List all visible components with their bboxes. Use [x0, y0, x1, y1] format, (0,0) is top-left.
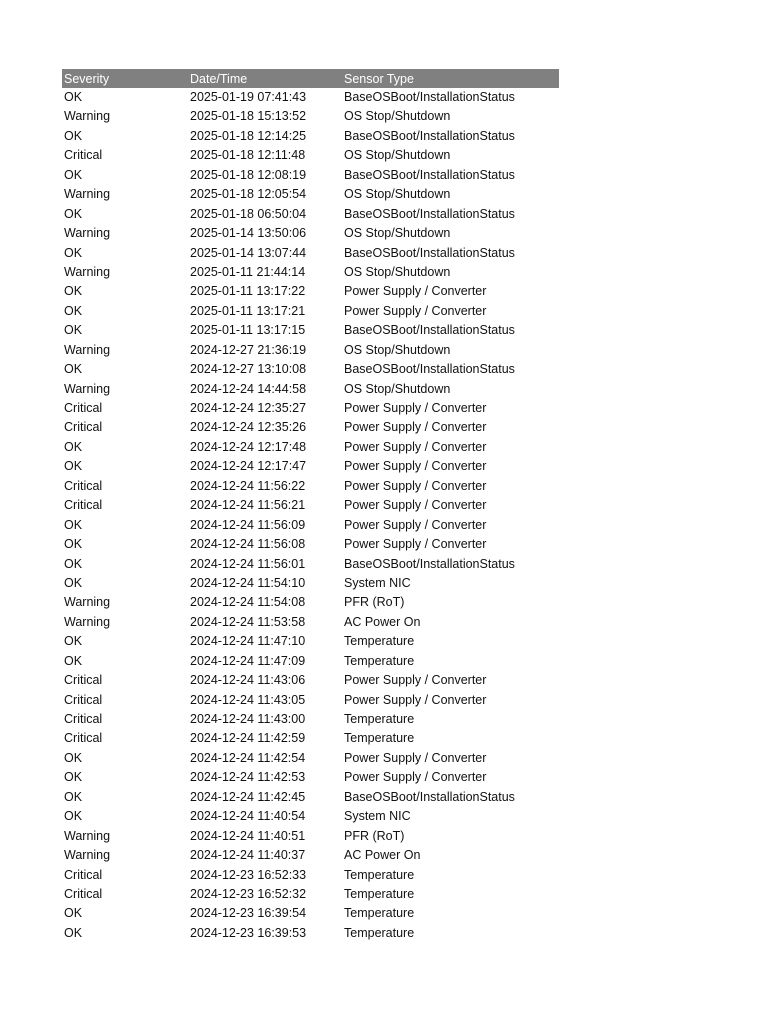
- table-row[interactable]: [62, 729, 559, 748]
- datetime-cell: 2024-12-24 11:42:54: [190, 750, 306, 765]
- table-row[interactable]: [62, 555, 559, 574]
- severity-cell: OK: [64, 537, 83, 552]
- datetime-cell: 2024-12-27 21:36:19: [190, 342, 307, 357]
- sensor-type-cell: OS Stop/Shutdown: [344, 109, 451, 124]
- datetime-cell: 2025-01-14 13:50:06: [190, 226, 307, 241]
- sensor-type-cell: PFR (RoT): [344, 828, 405, 843]
- sensor-type-cell: Power Supply / Converter: [344, 517, 487, 532]
- table-row[interactable]: [62, 477, 559, 496]
- severity-cell: OK: [64, 284, 83, 299]
- datetime-cell: 2025-01-18 12:05:54: [190, 187, 307, 202]
- table-row[interactable]: [62, 866, 559, 885]
- datetime-cell: 2024-12-24 12:35:26: [190, 420, 307, 435]
- severity-cell: OK: [64, 770, 83, 785]
- sensor-type-cell: BaseOSBoot/InstallationStatus: [344, 90, 515, 104]
- sensor-type-cell: OS Stop/Shutdown: [344, 342, 451, 357]
- table-row[interactable]: [62, 691, 559, 710]
- datetime-cell: 2025-01-11 21:44:14: [190, 264, 306, 279]
- severity-cell: Critical: [64, 148, 103, 163]
- datetime-cell: 2024-12-24 11:47:09: [190, 653, 306, 668]
- datetime-cell: 2024-12-24 12:17:47: [190, 459, 307, 474]
- severity-cell: Warning: [64, 109, 111, 124]
- datetime-cell: 2024-12-24 11:43:00: [190, 712, 306, 726]
- sensor-type-cell: Power Supply / Converter: [344, 420, 487, 435]
- datetime-cell: 2024-12-24 11:42:59: [190, 731, 306, 746]
- sensor-type-cell: Temperature: [344, 906, 415, 921]
- sensor-type-cell: Power Supply / Converter: [344, 770, 487, 785]
- severity-cell: OK: [64, 634, 83, 649]
- datetime-cell: 2024-12-23 16:52:32: [190, 886, 307, 901]
- severity-cell: Warning: [64, 381, 111, 396]
- sensor-type-cell: Power Supply / Converter: [344, 537, 487, 552]
- severity-cell: OK: [64, 303, 83, 318]
- severity-cell: Critical: [64, 478, 103, 493]
- sensor-type-cell: OS Stop/Shutdown: [344, 187, 451, 202]
- sensor-type-cell: BaseOSBoot/InstallationStatus: [344, 323, 515, 338]
- table-header-row: [62, 69, 559, 88]
- sensor-type-cell: BaseOSBoot/InstallationStatus: [344, 206, 515, 221]
- datetime-cell: 2024-12-23 16:52:33: [190, 867, 307, 882]
- table-row[interactable]: [62, 438, 559, 457]
- table-row[interactable]: [62, 88, 559, 107]
- table-row[interactable]: [62, 671, 559, 690]
- sensor-type-cell: System NIC: [344, 575, 411, 590]
- table-body: [62, 88, 559, 943]
- severity-cell: OK: [64, 245, 83, 260]
- severity-cell: OK: [64, 439, 83, 454]
- table-row[interactable]: [62, 904, 559, 923]
- sensor-type-cell: Power Supply / Converter: [344, 692, 487, 707]
- sensor-type-cell: OS Stop/Shutdown: [344, 148, 451, 163]
- sensor-type-cell: Power Supply / Converter: [344, 439, 487, 454]
- datetime-cell: 2024-12-24 11:47:10: [190, 634, 306, 649]
- severity-cell: Warning: [64, 342, 111, 357]
- table-row[interactable]: [62, 652, 559, 671]
- severity-cell: Warning: [64, 614, 111, 629]
- sensor-type-cell: BaseOSBoot/InstallationStatus: [344, 245, 515, 260]
- table-row[interactable]: [62, 282, 559, 301]
- datetime-cell: 2025-01-18 06:50:04: [190, 206, 307, 221]
- header-severity[interactable]: Severity: [64, 72, 110, 86]
- severity-cell: Critical: [64, 712, 103, 726]
- severity-cell: OK: [64, 90, 83, 104]
- severity-cell: OK: [64, 925, 83, 940]
- header-sensor-type[interactable]: Sensor Type: [344, 72, 414, 86]
- severity-cell: Warning: [64, 595, 111, 610]
- severity-cell: Critical: [64, 731, 103, 746]
- datetime-cell: 2025-01-18 12:11:48: [190, 148, 306, 163]
- sensor-type-cell: OS Stop/Shutdown: [344, 264, 451, 279]
- datetime-cell: 2025-01-11 13:17:21: [190, 303, 306, 318]
- sensor-type-cell: Power Supply / Converter: [344, 459, 487, 474]
- sensor-type-cell: OS Stop/Shutdown: [344, 381, 451, 396]
- datetime-cell: 2024-12-24 11:43:06: [190, 673, 306, 688]
- severity-cell: Warning: [64, 187, 111, 202]
- sensor-type-cell: Temperature: [344, 653, 415, 668]
- datetime-cell: 2024-12-24 11:56:01: [190, 556, 306, 571]
- severity-cell: Warning: [64, 264, 111, 279]
- datetime-cell: 2024-12-24 11:53:58: [190, 614, 306, 629]
- table-row[interactable]: [62, 535, 559, 554]
- table-row[interactable]: [62, 127, 559, 146]
- sensor-type-cell: AC Power On: [344, 848, 421, 863]
- datetime-cell: 2024-12-24 11:54:10: [190, 575, 306, 590]
- sensor-type-cell: Temperature: [344, 634, 415, 649]
- table-row[interactable]: [62, 107, 559, 126]
- table-row[interactable]: [62, 205, 559, 224]
- datetime-cell: 2024-12-24 11:56:08: [190, 537, 306, 552]
- table-row[interactable]: [62, 302, 559, 321]
- datetime-cell: 2024-12-24 11:40:37: [190, 848, 306, 863]
- sensor-type-cell: Temperature: [344, 925, 415, 940]
- datetime-cell: 2025-01-11 13:17:15: [190, 323, 306, 338]
- sensor-type-cell: BaseOSBoot/InstallationStatus: [344, 167, 515, 182]
- severity-cell: Warning: [64, 848, 111, 863]
- severity-cell: Critical: [64, 401, 103, 415]
- severity-cell: OK: [64, 323, 83, 338]
- severity-cell: OK: [64, 809, 83, 824]
- severity-cell: Warning: [64, 828, 111, 843]
- datetime-cell: 2024-12-24 12:35:27: [190, 401, 307, 415]
- event-log-table: [62, 69, 559, 943]
- table-row[interactable]: [62, 263, 559, 282]
- datetime-cell: 2025-01-18 15:13:52: [190, 109, 307, 124]
- datetime-cell: 2025-01-14 13:07:44: [190, 245, 307, 260]
- sensor-type-cell: Temperature: [344, 886, 415, 901]
- severity-cell: Warning: [64, 226, 111, 241]
- sensor-type-cell: BaseOSBoot/InstallationStatus: [344, 362, 515, 377]
- table-row[interactable]: [62, 593, 559, 612]
- severity-cell: OK: [64, 653, 83, 668]
- severity-cell: OK: [64, 206, 83, 221]
- severity-cell: OK: [64, 167, 83, 182]
- sensor-type-cell: Temperature: [344, 867, 415, 882]
- table-row[interactable]: [62, 574, 559, 593]
- sensor-type-cell: BaseOSBoot/InstallationStatus: [344, 128, 515, 143]
- severity-cell: OK: [64, 906, 83, 921]
- datetime-cell: 2024-12-24 14:44:58: [190, 381, 307, 396]
- table-row[interactable]: [62, 418, 559, 437]
- sensor-type-cell: Power Supply / Converter: [344, 673, 487, 688]
- sensor-type-cell: System NIC: [344, 809, 411, 824]
- datetime-cell: 2024-12-27 13:10:08: [190, 362, 307, 377]
- table-row[interactable]: [62, 807, 559, 826]
- table-row[interactable]: [62, 632, 559, 651]
- sensor-type-cell: PFR (RoT): [344, 595, 405, 610]
- table-row[interactable]: [62, 360, 559, 379]
- sensor-type-cell: Power Supply / Converter: [344, 750, 487, 765]
- table-row[interactable]: [62, 924, 559, 943]
- severity-cell: Critical: [64, 692, 103, 707]
- table-row[interactable]: [62, 749, 559, 768]
- severity-cell: OK: [64, 362, 83, 377]
- datetime-cell: 2025-01-19 07:41:43: [190, 90, 307, 104]
- severity-cell: OK: [64, 517, 83, 532]
- datetime-cell: 2024-12-24 11:43:05: [190, 692, 306, 707]
- sensor-type-cell: Power Supply / Converter: [344, 401, 487, 415]
- table-row[interactable]: [62, 885, 559, 904]
- table-row[interactable]: [62, 768, 559, 787]
- sensor-type-cell: AC Power On: [344, 614, 421, 629]
- table-row[interactable]: [62, 380, 559, 399]
- severity-cell: Critical: [64, 867, 103, 882]
- severity-cell: Critical: [64, 498, 103, 513]
- table-row[interactable]: [62, 341, 559, 360]
- table-row[interactable]: [62, 846, 559, 865]
- datetime-cell: 2024-12-24 12:17:48: [190, 439, 307, 454]
- sensor-type-cell: BaseOSBoot/InstallationStatus: [344, 789, 515, 804]
- table-row[interactable]: [62, 516, 559, 535]
- sensor-type-cell: Power Supply / Converter: [344, 284, 487, 299]
- severity-cell: Critical: [64, 886, 103, 901]
- table-row[interactable]: [62, 244, 559, 263]
- datetime-cell: 2024-12-24 11:42:45: [190, 789, 306, 804]
- table-row[interactable]: [62, 788, 559, 807]
- sensor-type-cell: Power Supply / Converter: [344, 478, 487, 493]
- table-row[interactable]: [62, 224, 559, 243]
- sensor-type-cell: Power Supply / Converter: [344, 498, 487, 513]
- table-row[interactable]: [62, 496, 559, 515]
- table-row[interactable]: [62, 613, 559, 632]
- header-datetime[interactable]: Date/Time: [190, 72, 248, 86]
- table-row[interactable]: [62, 166, 559, 185]
- sensor-type-cell: Power Supply / Converter: [344, 303, 487, 318]
- table-row[interactable]: [62, 457, 559, 476]
- datetime-cell: 2025-01-11 13:17:22: [190, 284, 306, 299]
- datetime-cell: 2024-12-24 11:42:53: [190, 770, 306, 785]
- datetime-cell: 2024-12-24 11:40:54: [190, 809, 306, 824]
- sensor-type-cell: Temperature: [344, 731, 415, 746]
- datetime-cell: 2024-12-24 11:54:08: [190, 595, 306, 610]
- datetime-cell: 2024-12-24 11:56:21: [190, 498, 306, 513]
- severity-cell: OK: [64, 556, 83, 571]
- severity-cell: OK: [64, 459, 83, 474]
- table-row[interactable]: [62, 710, 559, 729]
- sensor-type-cell: OS Stop/Shutdown: [344, 226, 451, 241]
- severity-cell: Critical: [64, 673, 103, 688]
- sensor-type-cell: Temperature: [344, 712, 415, 726]
- severity-cell: OK: [64, 789, 83, 804]
- datetime-cell: 2024-12-23 16:39:53: [190, 925, 307, 940]
- datetime-cell: 2024-12-23 16:39:54: [190, 906, 307, 921]
- severity-cell: OK: [64, 750, 83, 765]
- datetime-cell: 2025-01-18 12:08:19: [190, 167, 307, 182]
- table-row[interactable]: [62, 827, 559, 846]
- datetime-cell: 2024-12-24 11:40:51: [190, 828, 306, 843]
- severity-cell: OK: [64, 128, 83, 143]
- severity-cell: OK: [64, 575, 83, 590]
- sensor-type-cell: BaseOSBoot/InstallationStatus: [344, 556, 515, 571]
- datetime-cell: 2024-12-24 11:56:22: [190, 478, 306, 493]
- datetime-cell: 2024-12-24 11:56:09: [190, 517, 306, 532]
- table-row[interactable]: [62, 146, 559, 165]
- table-row[interactable]: [62, 399, 559, 418]
- datetime-cell: 2025-01-18 12:14:25: [190, 128, 307, 143]
- table-row[interactable]: [62, 321, 559, 340]
- severity-cell: Critical: [64, 420, 103, 435]
- table-row[interactable]: [62, 185, 559, 204]
